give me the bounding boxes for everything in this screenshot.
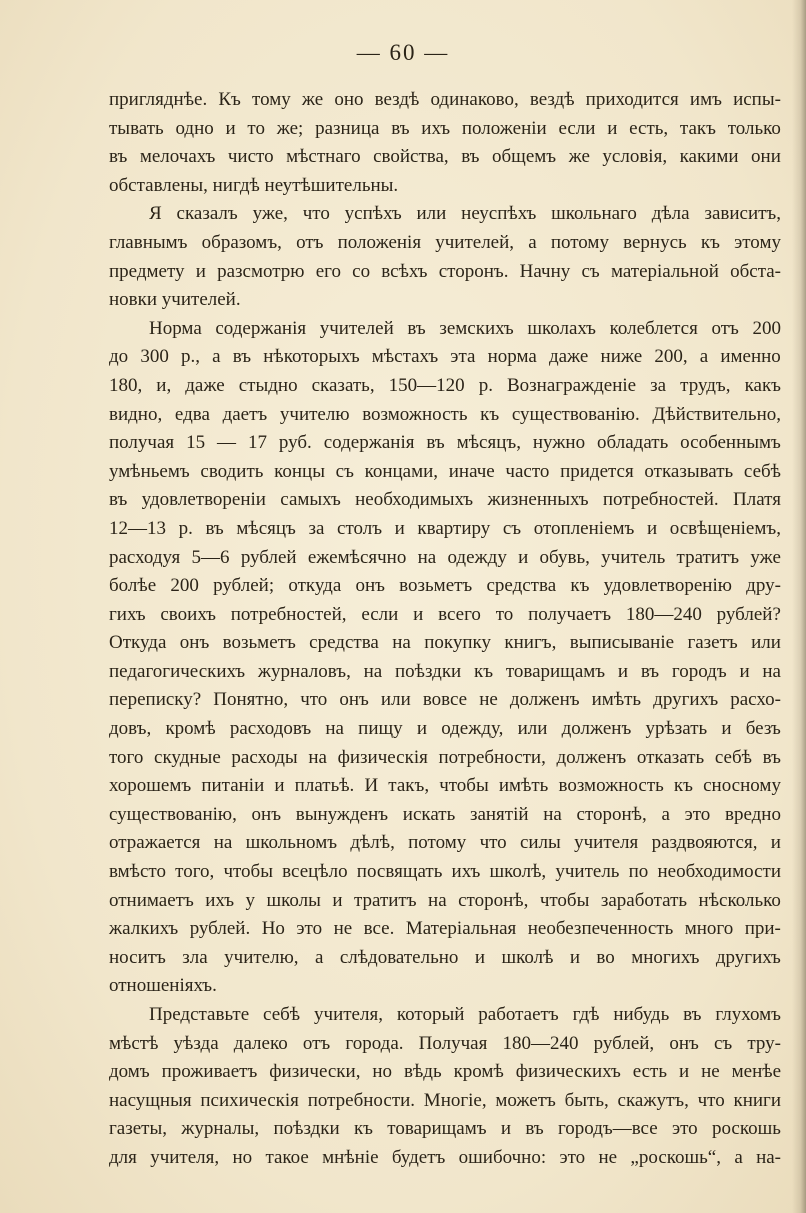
text-line: существованію, онъ вынужденъ искать занятій на сторонѣ, а это вредно [109, 803, 781, 825]
page-number: — 60 — [356, 40, 450, 65]
text-line: расходуя 5—6 рублей ежемѣсячно на одежду и обувь, учитель тратитъ уже [109, 546, 781, 568]
text-line: отношеніяхъ. [109, 975, 217, 997]
text-line: Я сказалъ уже, что успѣхъ или неуспѣхъ школьнаго дѣла зависитъ, [149, 203, 781, 225]
text-line: болѣе 200 рублей; откуда онъ возьметъ средства къ удовлетворенію дру- [109, 575, 781, 597]
text-line: гихъ своихъ потребностей, если и всего то получаетъ 180—240 рублей? [109, 603, 781, 625]
text-line: тывать одно и то же; разница въ ихъ положеніи если и есть, такъ только [109, 117, 781, 139]
text-line: педагогическихъ журналовъ, на поѣздки къ товарищамъ и въ городъ и на [109, 660, 781, 682]
text-line: новки учителей. [109, 289, 241, 311]
text-line: 12—13 р. въ мѣсяцъ за столъ и квартиру съ отопленіемъ и освѣщеніемъ, [109, 517, 781, 539]
text-line: того скудные расходы на физическія потребности, долженъ отказать себѣ въ [109, 746, 781, 768]
text-line: носитъ зла учителю, а слѣдовательно и школѣ и во многихъ другихъ [109, 946, 781, 968]
text-line: Откуда онъ возьметъ средства на покупку книгъ, выписываніе газетъ или [109, 632, 781, 654]
text-line: переписку? Понятно, что онъ или вовсе не долженъ имѣть другихъ расхо- [109, 689, 781, 711]
text-line: газеты, журналы, поѣздки къ товарищамъ и въ городъ—все это роскошь [109, 1118, 781, 1140]
text-line: домъ проживаетъ физически, но вѣдь кромѣ физическихъ есть и не менѣе [109, 1061, 781, 1083]
text-line: жалкихъ рублей. Но это не все. Матеріальная необезпеченность много при- [109, 918, 781, 940]
text-line: отражается на школьномъ дѣлѣ, потому что силы учителя раздвояются, и [109, 832, 781, 854]
text-line: насущныя психическія потребности. Многіе, можетъ быть, скажутъ, что книги [109, 1089, 781, 1111]
text-line: видно, едва даетъ учителю возможность къ существованію. Дѣйствительно, [109, 403, 781, 425]
text-line: въ мелочахъ чисто мѣстнаго свойства, въ общемъ же условія, какими они [109, 146, 781, 168]
text-line: получая 15 — 17 руб. содержанія въ мѣсяцъ, нужно обладать особеннымъ [109, 432, 781, 454]
page-edge-shadow [792, 0, 806, 1213]
text-line: пригляднѣе. Къ тому же оно вездѣ одинаково, вездѣ приходится имъ испы- [109, 89, 781, 110]
body-text [109, 86, 781, 1173]
text-line: предмету и разсмотрю его со всѣхъ сторонъ. Начну съ матеріальной обста- [109, 260, 781, 282]
text-line: хорошемъ питаніи и платьѣ. И такъ, чтобы имѣть возможность къ сносному [109, 775, 781, 797]
text-line: въ удовлетвореніи самыхъ необходимыхъ жизненныхъ потребностей. Платя [109, 489, 781, 511]
text-line: для учителя, но такое мнѣніе будетъ ошибочно: это не „роскошь“, а на- [109, 1146, 781, 1168]
text-line: до 300 р., а въ нѣкоторыхъ мѣстахъ эта норма даже ниже 200, а именно [109, 346, 781, 368]
text-line: мѣстѣ уѣзда далеко отъ города. Получая 180—240 рублей, онъ съ тру- [109, 1032, 781, 1054]
text-line: довъ, кромѣ расходовъ на пищу и одежду, или долженъ урѣзать и безъ [109, 718, 781, 740]
text-line: вмѣсто того, чтобы всецѣло посвящать ихъ школѣ, учитель по необходимости [109, 861, 781, 883]
text-line: Представьте себѣ учителя, который работаетъ гдѣ нибудь въ глухомъ [149, 1004, 781, 1025]
text-line: умѣньемъ сводить концы съ концами, иначе часто придется отказывать себѣ [109, 460, 781, 482]
text-line: Норма содержанія учителей въ земскихъ школахъ колеблется отъ 200 [149, 317, 781, 339]
text-line: 180, и, даже стыдно сказать, 150—120 р. Вознагражденіе за трудъ, какъ [109, 374, 781, 396]
text-line: обставлены, нигдѣ неутѣшительны. [109, 174, 399, 196]
text-line: главнымъ образомъ, отъ положенія учителей, а потому вернусь къ этому [109, 231, 781, 253]
text-line: отнимаетъ ихъ у школы и тратитъ на сторонѣ, чтобы заработать нѣсколько [109, 889, 781, 911]
